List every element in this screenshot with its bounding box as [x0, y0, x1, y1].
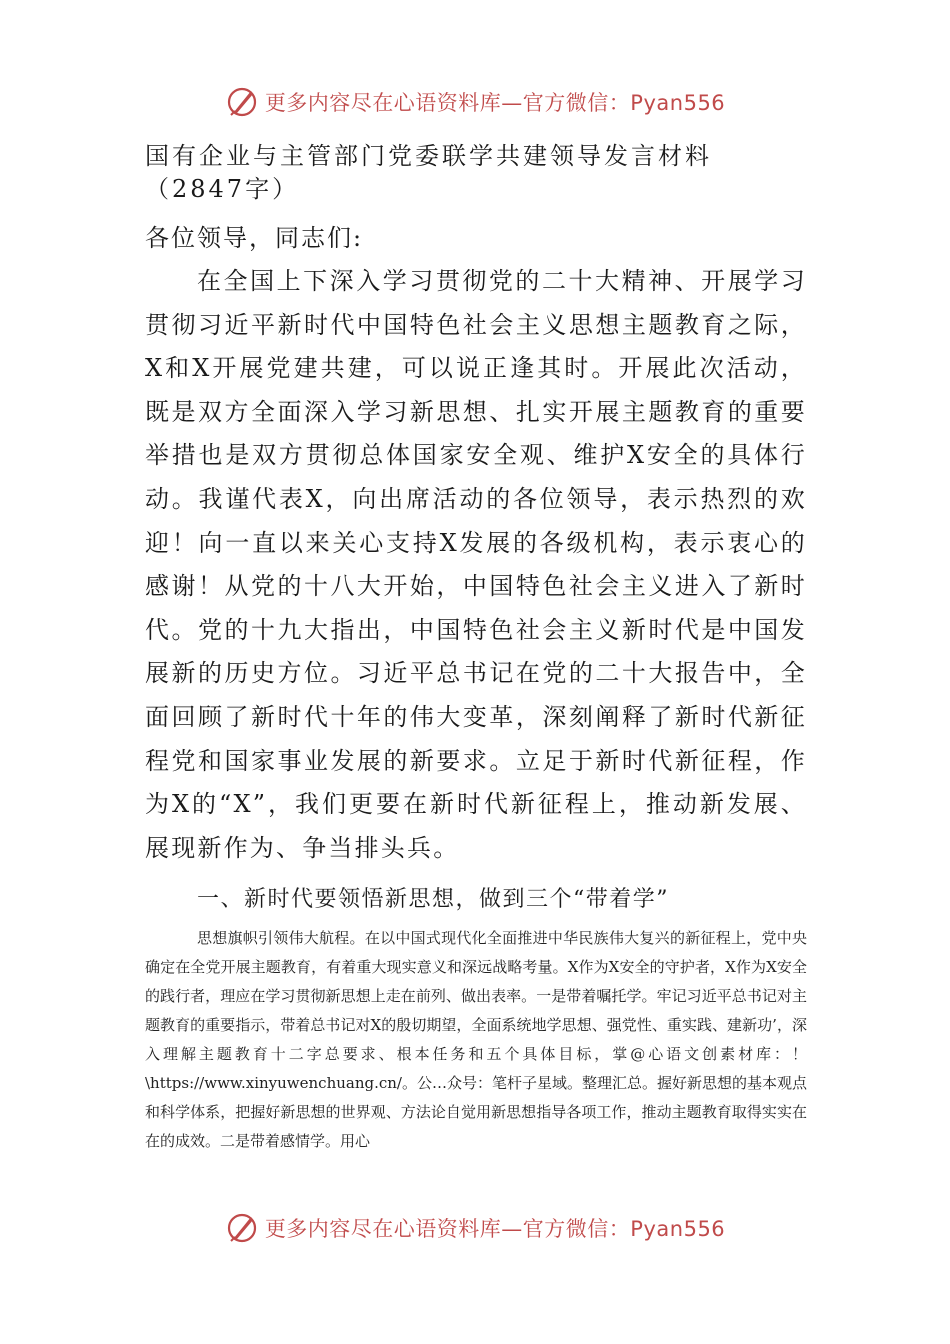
paragraph-section-one: 思想旗帜引领伟大航程。在以中国式现代化全面推进中华民族伟大复兴的新征程上，党中央确定在全党开展主题教育，有着重大现实意义和深远战略考量。X作为X安全的守护者，X作为X安全的践行者，理应在学习贯彻新思想上走在前列、做出表率。一是带着嘱托学。牢记习近平总书记对主题教育的重要指示，带着总书记对X的殷切期望，全面系统地学思想、强党性、重实践、建新功’，深入理解主题教育十二字总要求、根本任务和五个具体目标，掌@心语文创素材库：！\https://www.xinyuwenchuang.cn/。公…众号：笔杆子星域。整理汇总。握好新思想的基本观点和科学体系，把握好新思想的世界观、方法论自觉用新思想指导各项工作，推动主题教育取得实实在在的成效。二是带着感情学。用心: [145, 929, 807, 1151]
banner-text: 更多内容尽在心语资料库—官方微信：Pyan556: [264, 91, 726, 115]
greeting: 各位领导，同志们:: [145, 224, 364, 252]
header-banner: [0, 82, 950, 122]
section-heading: 一、新时代要领悟新思想，做到三个“带着学”: [197, 887, 669, 913]
document-title: 国有企业与主管部门党委联学共建领导发言材料（2847字）: [145, 142, 712, 203]
quill-pen-circle-icon: [225, 85, 259, 119]
document-body: [145, 140, 807, 1156]
quill-pen-circle-icon: [225, 1211, 259, 1245]
paragraph-intro: 在全国上下深入学习贯彻党的二十大精神、开展学习贯彻习近平新时代中国特色社会主义思想主题教育之际，X和X开展党建共建，可以说正逢其时。开展此次活动，既是双方全面深入学习新思想、扎实开展主题教育的重要举措也是双方贯彻总体国家安全观、维护X安全的具体行动。我谨代表X，向出席活动的各位领导，表示热烈的欢迎！向一直以来关心支持X发展的各级机构，表示衷心的感谢！从党的十八大开始，中国特色社会主义进入了新时代。党的十九大指出，中国特色社会主义新时代是中国发展新的历史方位。习近平总书记在党的二十大报告中，全面回顾了新时代十年的伟大变革，深刻阐释了新时代新征程党和国家事业发展的新要求。立足于新时代新征程，作为X的“X”，我们更要在新时代新征程上，推动新发展、展现新作为、争当排头兵。: [145, 267, 807, 862]
banner-text: 更多内容尽在心语资料库—官方微信：Pyan556: [264, 1217, 726, 1241]
footer-banner: [0, 1208, 950, 1248]
